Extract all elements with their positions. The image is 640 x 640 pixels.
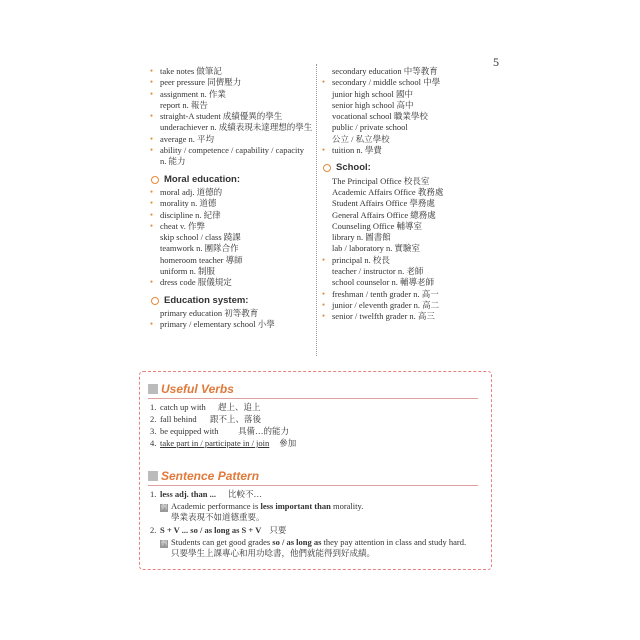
list-item: homeroom teacher 導師: [160, 254, 243, 265]
list-item: The Principal Office 校長室: [332, 175, 430, 186]
example-icon: 例: [160, 541, 167, 547]
list-item: ● straight-A student 成績優異的學生: [150, 111, 320, 122]
sentence-pattern-heading: Sentence Pattern: [148, 469, 259, 483]
list-item: Academic Affairs Office 教務處: [332, 186, 444, 197]
verb-item-2: 2. fall behind 跟不上、落後: [150, 414, 262, 424]
pattern-heading-rule: [148, 485, 478, 486]
verb-item-4: 4. take part in / participate in / join 參加: [150, 438, 297, 448]
list-item: library n. 圖書館: [332, 232, 391, 243]
list-item: junior high school 國中: [332, 88, 413, 99]
list-item: report n. 報告: [160, 99, 208, 110]
list-item: ● take notes 做筆記: [150, 66, 320, 77]
list-item: ● cheat v. 作弊: [150, 221, 320, 232]
list-item: n. 能力: [160, 156, 186, 167]
verb-item-3: 3. be equipped with 具備…的能力: [150, 426, 290, 436]
pattern-1-example: 例 Academic performance is less important than morality.: [160, 501, 364, 511]
list-item: ● assignment n. 作業: [150, 89, 320, 100]
pattern-2-translation: 只要學生上課專心和用功唸書，他們就能得到好成績。: [171, 548, 376, 558]
list-item: 公立 / 私立學校: [332, 133, 390, 144]
list-item: uniform n. 制服: [160, 266, 216, 277]
verb-item-1: 1. catch up with 趕上、追上: [150, 402, 261, 412]
moral-heading: Moral education:: [150, 174, 320, 185]
pattern-1-translation: 學業表現不如道德重要。: [171, 512, 265, 522]
school-heading: School:: [322, 162, 497, 173]
list-item: senior high school 高中: [332, 99, 414, 110]
list-item: vocational school 職業學校: [332, 111, 428, 122]
list-item: ● tuition n. 學費: [322, 145, 497, 156]
list-item: ● average n. 平均: [150, 134, 320, 145]
list-item: Counseling Office 輔導室: [332, 220, 423, 231]
list-item: public / private school: [332, 122, 408, 133]
school-list: [322, 176, 497, 323]
list-item: General Affairs Office 總務處: [332, 209, 436, 220]
system-list: [150, 308, 320, 331]
pattern-1: 1. less adj. than ... 比較不…: [150, 489, 262, 499]
list-item: ● principal n. 校長: [322, 255, 497, 266]
list-item: school counselor n. 輔導老師: [332, 277, 434, 288]
list-item: ● junior / eleventh grader n. 高二: [322, 300, 497, 311]
list-item: ● primary / elementary school 小學: [150, 319, 320, 330]
example-icon: 例: [160, 505, 167, 511]
page-number: 5: [493, 55, 499, 69]
list-item: ● senior / twelfth grader n. 高三: [322, 311, 497, 322]
list-item: Student Affairs Office 學務處: [332, 198, 435, 209]
right-top-list: [322, 66, 497, 156]
list-item: ● secondary / middle school 中學: [322, 77, 497, 88]
square-icon: [148, 384, 158, 394]
verbs-heading-rule: [148, 398, 478, 399]
list-item: ● discipline n. 紀律: [150, 210, 320, 221]
list-item: ● dress code 服儀規定: [150, 277, 320, 288]
list-item: ● morality n. 道德: [150, 198, 320, 209]
pattern-2: 2. S + V ... so / as long as S + V 只要: [150, 525, 287, 535]
list-item: ● peer pressure 同儕壓力: [150, 77, 320, 88]
left-column: [150, 66, 320, 331]
square-icon: [148, 471, 158, 481]
list-item: ● freshman / tenth grader n. 高一: [322, 289, 497, 300]
list-item: teacher / instructor n. 老師: [332, 266, 424, 277]
useful-verbs-heading: Useful Verbs: [148, 382, 234, 396]
list-item: skip school / class 蹺課: [160, 232, 241, 243]
moral-list: [150, 187, 320, 289]
list-item: ● ability / competence / capability / capacity: [150, 145, 320, 156]
list-item: secondary education 中等教育: [332, 66, 438, 76]
right-column: [322, 66, 497, 323]
list-item: primary education 初等教育: [160, 307, 259, 318]
list-item: ● moral adj. 道德的: [150, 187, 320, 198]
list-item: teamwork n. 團隊合作: [160, 243, 239, 254]
system-heading: Education system:: [150, 295, 320, 306]
list-item: lab / laboratory n. 實驗室: [332, 243, 421, 254]
left-top-list: [150, 66, 320, 168]
list-item: underachiever n. 成績表現未達理想的學生: [160, 122, 313, 133]
pattern-2-example: 例 Students can get good grades so / as long as they pay attention in class and study hard.: [160, 537, 467, 547]
